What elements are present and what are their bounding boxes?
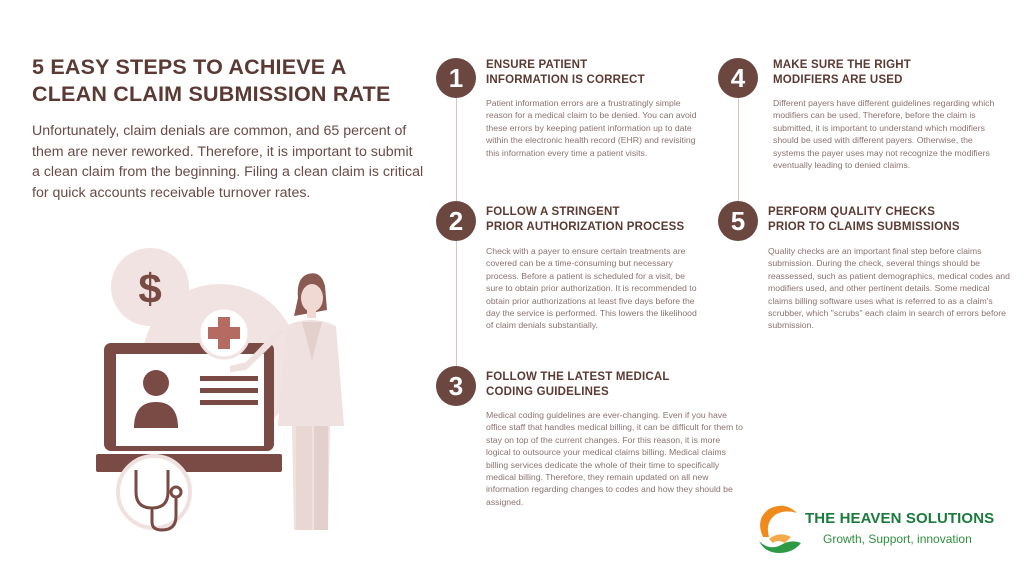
step-3-body: Medical coding guidelines are ever-changing. Even if you have office staff that handles medical billing, it can be difficult for them to stay on top of the current changes. For this reason, it is more logical to outsource your medical claims billing. Medical claims billing services dedicate the whole of their time to specifically medical billing. Therefore, they remain updated on all new information regarding changes to codes and how they should be assigned. (486, 410, 743, 507)
brand-tagline: Growth, Support, innovation (823, 532, 972, 546)
step-5-number-badge: 5 (718, 201, 758, 241)
medical-billing-illustration (80, 230, 380, 550)
timeline-line-left (456, 98, 457, 398)
title-line-1: 5 EASY STEPS TO ACHIEVE A (32, 55, 347, 79)
step-2-heading: FOLLOW A STRINGENT PRIOR AUTHORIZATION PROCESS (486, 206, 685, 233)
step-4-heading: MAKE SURE THE RIGHT MODIFIERS ARE USED (773, 59, 911, 86)
step-1-body: Patient information errors are a frustratingly simple reason for a medical claim to be denied. You can avoid these errors by keeping patient information up to date within the electronic health record (EHR) and revisiting this information every time a patient visits. (486, 98, 697, 158)
heaven-solutions-logo-icon (755, 503, 805, 555)
brand-name: THE HEAVEN SOLUTIONS (805, 510, 995, 527)
step-5-heading: PERFORM QUALITY CHECKS PRIOR TO CLAIMS SUBMISSIONS (768, 206, 960, 233)
step-5-body: Quality checks are an important final step before claims submission. During the check, several things should be reassessed, such as patient demographics, medical codes and modifiers used, and other pertinent details. Some medical claims billing software uses what is referred to as a claim's scrubber, which "scrubs" each claim in search of errors before submission. (768, 246, 1010, 331)
dollar-icon (111, 248, 189, 326)
step-1-heading: ENSURE PATIENT INFORMATION IS CORRECT (486, 59, 645, 86)
title-line-2: CLEAN CLAIM SUBMISSION RATE (32, 82, 391, 106)
step-4-body: Different payers have different guidelines regarding which modifiers can be used. Therefore, before the claim is submitted, it is important to understand which modifiers should be used with different payers. Otherwise, the systems the payer uses may not recognize the modifiers eventually leading to denied claims. (773, 98, 995, 171)
document-lines (200, 376, 258, 405)
intro-paragraph: Unfortunately, claim denials are common, and 65 percent of them are never reworked. Therefore, it is important to submit a clean claim from the beginning. Filing a clean claim is critical for quick accounts receivable turnover rates. (32, 123, 424, 201)
medical-cross-icon (199, 308, 249, 358)
step-2-body: Check with a payer to ensure certain treatments are covered can be a time-consuming but necessary process. Before a patient is scheduled for a visit, be sure to obtain prior authorization. It is recommended to obtain prior authorizations at least five days before the day the service is performed. This lowers the likelihood of claim denials substantially. (486, 246, 697, 331)
page-title (32, 54, 432, 108)
step-2-number-badge: 2 (436, 201, 476, 241)
step-3-number-badge: 3 (436, 366, 476, 406)
step-4-number-badge: 4 (718, 58, 758, 98)
step-1-number-badge: 1 (436, 58, 476, 98)
svg-text:$: $ (138, 265, 162, 312)
timeline-line-right (738, 98, 739, 203)
stethoscope-icon (118, 456, 190, 530)
step-3-heading: FOLLOW THE LATEST MEDICAL CODING GUIDELINES (486, 371, 670, 398)
